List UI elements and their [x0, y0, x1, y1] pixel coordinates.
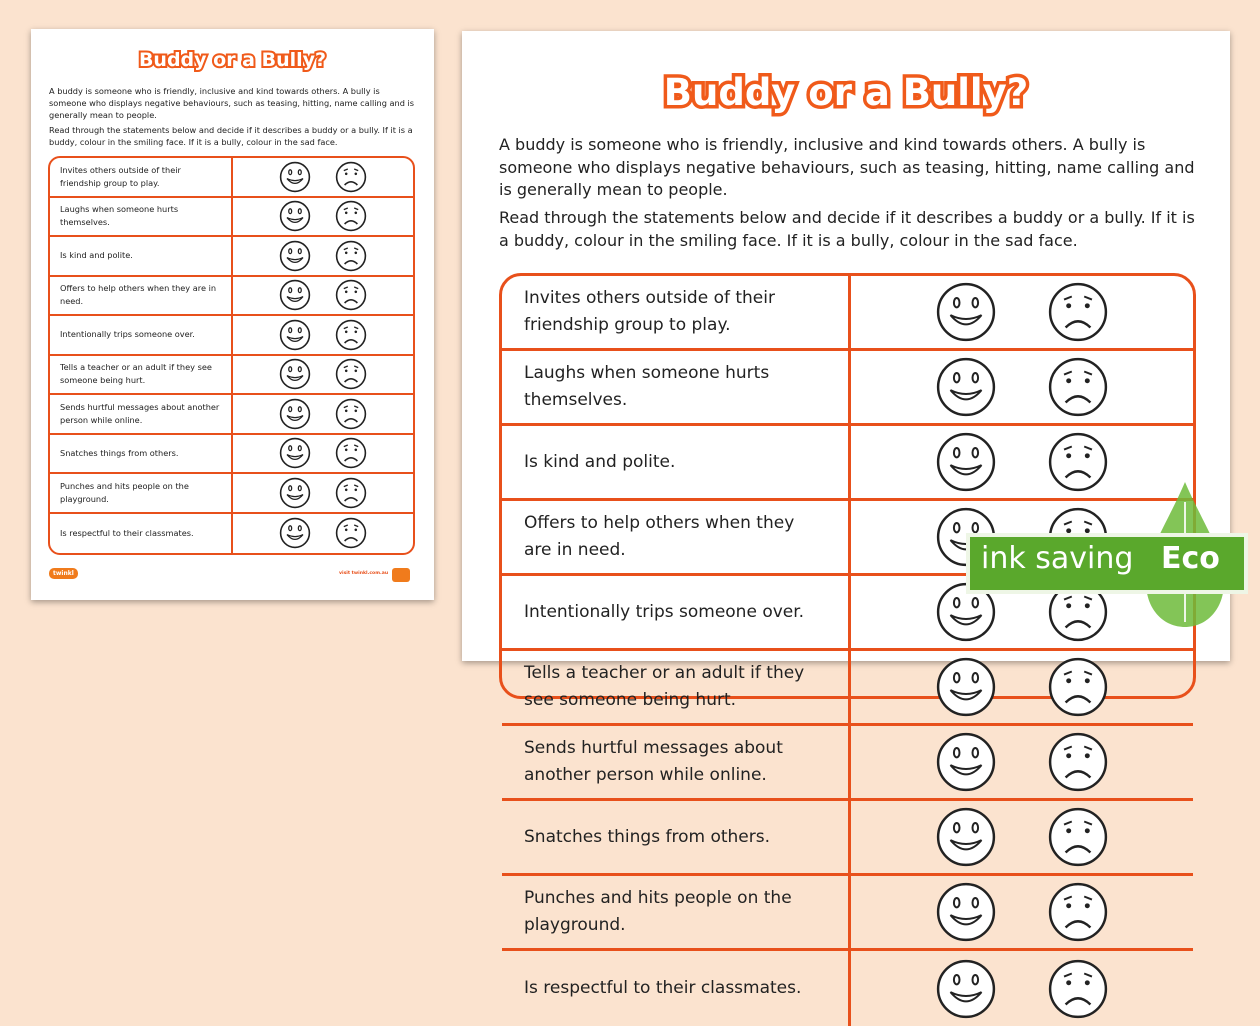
statement-text: Is kind and polite.	[502, 426, 851, 498]
face-choices	[851, 276, 1193, 348]
instructions-paragraph: Read through the statements below and decide if it describes a buddy or a bully. If it is a buddy, colour in the smiling face. If it is a bully, colour in the sad face.	[499, 208, 1195, 250]
statement-row	[50, 395, 413, 435]
smiling-face-icon[interactable]	[935, 281, 997, 343]
face-choices	[851, 351, 1193, 423]
sad-face-icon[interactable]	[335, 200, 367, 232]
statement-rows	[502, 276, 1193, 1026]
smiling-face-icon[interactable]	[935, 806, 997, 868]
sad-face-icon[interactable]	[1047, 881, 1109, 943]
thumbnail-table	[48, 156, 415, 555]
smiling-face-icon[interactable]	[279, 517, 311, 549]
face-choices	[233, 474, 413, 512]
thumbnail-intro: A buddy is someone who is friendly, inclusive and kind towards others. A bully is someone who displays negative behaviours, such as teasing, hitting, name calling and is generally mean to people.	[49, 86, 415, 120]
eco-badge-bar	[966, 533, 1248, 594]
thumbnail-title: Buddy or a Bully?	[138, 49, 327, 71]
statement-text: Offers to help others when they are in need.	[502, 501, 851, 573]
statement-text: Intentionally trips someone over.	[502, 576, 851, 648]
statement-row	[502, 801, 1193, 876]
sad-face-icon[interactable]	[1047, 656, 1109, 718]
statement-text: Sends hurtful messages about another person while online.	[50, 395, 233, 433]
smiling-face-icon[interactable]	[279, 319, 311, 351]
statement-text: Is kind and polite.	[50, 237, 233, 275]
thumbnail-instructions: Read through the statements below and decide if it describes a buddy or a bully. If it is a buddy, colour in the smiling face. If it is a bully, colour in the sad face.	[49, 125, 413, 147]
statement-row	[50, 514, 413, 554]
twinkl-logo: twinkl	[49, 568, 78, 579]
smiling-face-icon[interactable]	[279, 161, 311, 193]
statement-text: Laughs when someone hurts themselves.	[50, 198, 233, 236]
face-choices	[233, 316, 413, 354]
statement-text: Snatches things from others.	[50, 435, 233, 473]
face-choices	[233, 198, 413, 236]
smiling-face-icon[interactable]	[279, 279, 311, 311]
footer-url: visit twinkl.com.au	[339, 571, 389, 576]
statement-text: Is respectful to their classmates.	[50, 514, 233, 554]
face-choices	[233, 435, 413, 473]
statement-row	[50, 435, 413, 475]
statement-text: Laughs when someone hurts themselves.	[502, 351, 851, 423]
statement-text: Snatches things from others.	[502, 801, 851, 873]
face-choices	[851, 726, 1193, 798]
smiling-face-icon[interactable]	[935, 881, 997, 943]
sad-face-icon[interactable]	[1047, 356, 1109, 418]
thumbnail-page	[31, 29, 434, 600]
intro-paragraph: A buddy is someone who is friendly, inclusive and kind towards others. A bully is someone who displays negative behaviours, such as teasing, hitting, name calling and is generally mean to people.	[499, 135, 1195, 199]
statement-text: Punches and hits people on the playground.	[50, 474, 233, 512]
sad-face-icon[interactable]	[1047, 958, 1109, 1020]
face-choices	[851, 876, 1193, 948]
eco-label: Eco	[1161, 541, 1220, 576]
ink-saving-eco-badge	[966, 482, 1260, 630]
face-choices	[233, 237, 413, 275]
statement-row	[50, 158, 413, 198]
statement-row	[50, 316, 413, 356]
face-choices	[233, 356, 413, 394]
face-choices	[233, 395, 413, 433]
statement-text: Offers to help others when they are in need.	[50, 277, 233, 315]
statement-row	[502, 651, 1193, 726]
sad-face-icon[interactable]	[335, 358, 367, 390]
face-choices	[851, 951, 1193, 1026]
face-choices	[233, 514, 413, 554]
statement-row	[50, 237, 413, 277]
smiling-face-icon[interactable]	[935, 656, 997, 718]
sad-face-icon[interactable]	[335, 319, 367, 351]
face-choices	[233, 277, 413, 315]
sad-face-icon[interactable]	[335, 161, 367, 193]
sad-face-icon[interactable]	[335, 240, 367, 272]
statement-text: Punches and hits people on the playground.	[502, 876, 851, 948]
face-choices	[233, 158, 413, 196]
sad-face-icon[interactable]	[1047, 806, 1109, 868]
statement-text: Tells a teacher or an adult if they see someone being hurt.	[502, 651, 851, 723]
statement-row	[50, 277, 413, 317]
footer-badge-icon	[392, 568, 410, 582]
smiling-face-icon[interactable]	[935, 958, 997, 1020]
smiling-face-icon[interactable]	[279, 437, 311, 469]
statement-text: Is respectful to their classmates.	[502, 951, 851, 1026]
smiling-face-icon[interactable]	[279, 200, 311, 232]
statement-text: Sends hurtful messages about another person while online.	[502, 726, 851, 798]
sad-face-icon[interactable]	[335, 517, 367, 549]
face-choices	[851, 651, 1193, 723]
statement-text: Invites others outside of their friendship group to play.	[502, 276, 851, 348]
statement-text: Intentionally trips someone over.	[50, 316, 233, 354]
statement-row	[50, 198, 413, 238]
smiling-face-icon[interactable]	[935, 731, 997, 793]
ink-saving-label: ink saving	[981, 541, 1134, 576]
statement-row	[502, 876, 1193, 951]
page-title: Buddy or a Bully?	[663, 71, 1029, 114]
statement-row	[502, 351, 1193, 426]
smiling-face-icon[interactable]	[279, 477, 311, 509]
statement-text: Invites others outside of their friendship group to play.	[50, 158, 233, 196]
smiling-face-icon[interactable]	[279, 398, 311, 430]
statement-row	[502, 951, 1193, 1026]
statement-row	[502, 726, 1193, 801]
smiling-face-icon[interactable]	[279, 240, 311, 272]
sad-face-icon[interactable]	[335, 477, 367, 509]
sad-face-icon[interactable]	[1047, 731, 1109, 793]
statement-row	[50, 356, 413, 396]
statement-text: Tells a teacher or an adult if they see someone being hurt.	[50, 356, 233, 394]
smiling-face-icon[interactable]	[279, 358, 311, 390]
sad-face-icon[interactable]	[1047, 281, 1109, 343]
sad-face-icon[interactable]	[335, 398, 367, 430]
sad-face-icon[interactable]	[335, 437, 367, 469]
face-choices	[851, 801, 1193, 873]
thumbnail-rows	[50, 158, 413, 553]
sad-face-icon[interactable]	[335, 279, 367, 311]
statement-row	[50, 474, 413, 514]
statement-row	[502, 276, 1193, 351]
smiling-face-icon[interactable]	[935, 356, 997, 418]
